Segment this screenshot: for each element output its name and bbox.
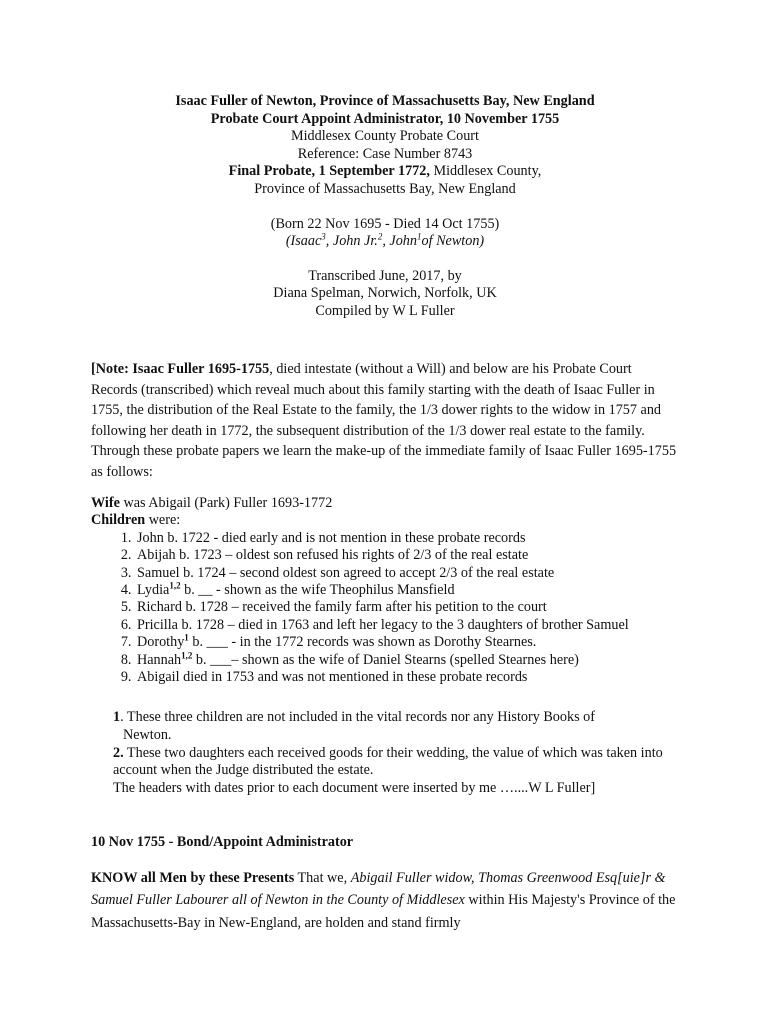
note-text: , died intestate (without a Will) and below are his Probate Court Records (transcribed) which reveal much about this family starting with the death of Isaac Fuller in 1755, the distribution of the Real Estate to the family, the 1/3 dower rights to the widow in 1757 and following her death in 1772, the subsequent distribution of the 1/3 dower real estate to the family. Through these probate papers we learn the make-up of the immediate family of Isaac Fuller 1695-1755 as follows: [91,361,677,480]
section-heading: 10 Nov 1755 - Bond/Appoint Administrator [91,834,354,850]
children-line [91,512,691,529]
transcribed-line: Transcribed June, 2017, by [308,267,462,284]
footnotes [113,709,693,798]
lineage-line: (Isaac$^3$, John Jr.$^2$, John$^1$of Newton) [285,231,485,250]
list-item: 8. Hannah$^{1,2}$ b. ___– shown as the wife of Daniel Stearns (spelled Stearnes here) [135,652,691,669]
note-lead: [Note: Isaac Fuller 1695-1755 [91,361,270,377]
list-item: 7. Dorothy$^1$ b. ___ - in the 1772 records was shown as Dorothy Stearnes. [135,634,691,651]
wife-label: Wife [91,495,120,511]
life-dates: (Born 22 Nov 1695 - Died 14 Oct 1755) [270,215,500,232]
wife-line [91,495,691,512]
wife-text: was Abigail (Park) Fuller 1693-1772 [119,495,333,511]
bond-lead: KNOW all Men by these Presents [91,870,295,886]
list-item: 6. Pricilla b. 1728 – died in 1763 and left her legacy to the 3 daughters of brother Samuel [135,617,691,634]
footnote-2: 2. These two daughters each received goods for their wedding, the value of which was taken into account when the Judge distributed the estate. [113,744,663,779]
footnote-1: 1. These three children are not included in the vital records nor any History Books of [113,709,595,725]
footnote-1-continuation: Newton. [123,726,172,743]
children-text: were: [145,512,181,529]
final-probate-line [0,163,770,181]
family-section [91,495,691,686]
list-item: 2. Abijah b. 1723 – oldest son refused his rights of 2/3 of the real estate [135,547,691,564]
title-line-2: Probate Court Appoint Administrator, 10 November 1755 [210,110,560,127]
footnote-3: The headers with dates prior to each document were inserted by me …....W L Fuller] [113,780,596,797]
list-item: 3. Samuel b. 1724 – second oldest son agreed to accept 2/3 of the real estate [135,565,691,582]
bond-parties: Abigail Fuller widow, Thomas Greenwood Esq[uie]r & Samuel Fuller Labourer all of Newton in the County of Middlesex [91,870,666,909]
province-line: Province of Massachusetts Bay, New England [254,180,516,197]
final-probate-date: Final Probate, 1 September 1772, [228,163,430,180]
list-item: 1. John b. 1722 - died early and is not mention in these probate records [135,530,691,547]
final-probate-county: Middlesex County, [429,163,542,180]
compiler-line: Compiled by W L Fuller [315,302,455,319]
children-list [91,530,691,687]
list-item: 4. Lydia$^{1,2}$ b. __ - shown as the wife Theophilus Mansfield [135,582,691,599]
children-label: Children [91,512,146,529]
list-item: 5. Richard b. 1728 – received the family farm after his petition to the court [135,599,691,616]
court-name: Middlesex County Probate Court [291,128,479,145]
transcriber-line: Diana Spelman, Norwich, Norfolk, UK [273,285,497,302]
note-paragraph [91,359,681,483]
bond-paragraph: KNOW all Men by these Presents That we, Abigail Fuller widow, Thomas Greenwood Esq[uie]r & Samuel Fuller Labourer all of Newton in the County of Middlesex within His Majesty's Province of the Massachusetts-Bay in New-England, are holden and stand firmly [91,870,676,931]
case-reference: Reference: Case Number 8743 [297,145,473,162]
title-line-1: Isaac Fuller of Newton, Province of Massachusetts Bay, New England [175,93,595,109]
document-header [0,93,770,321]
list-item: 9. Abigail died in 1753 and was not mentioned in these probate records [135,669,691,686]
